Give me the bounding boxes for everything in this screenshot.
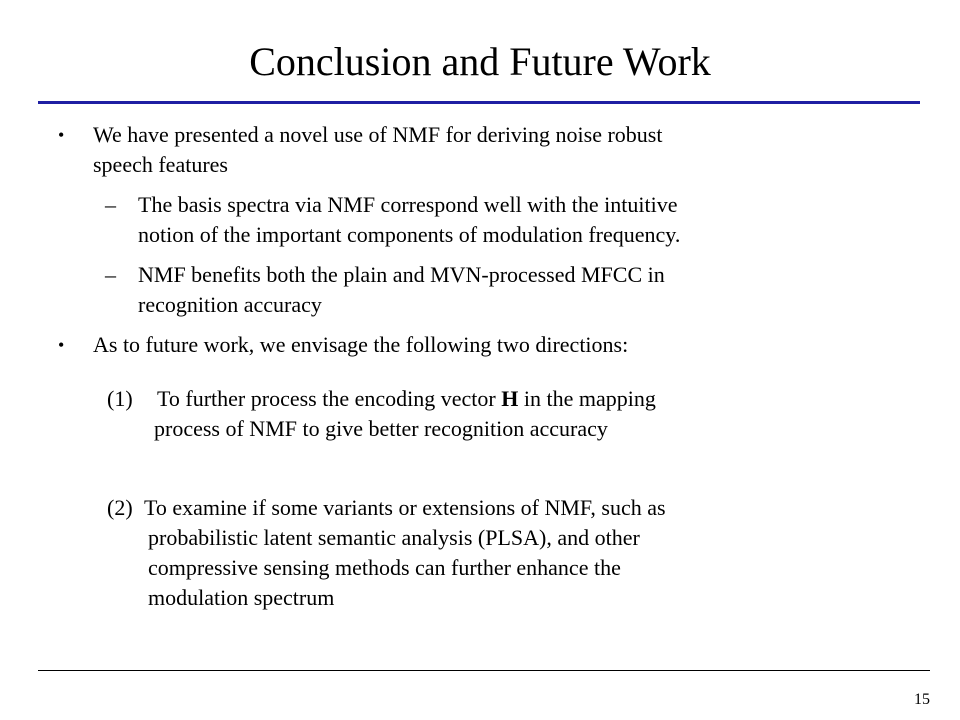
page-number: 15 [914,691,930,708]
direction-1-text-before: To further process the encoding vector [157,386,502,411]
bullet-marker: • [58,125,65,145]
direction-2-line-1: To examine if some variants or extensions of NMF, such as [144,495,666,520]
sub-item-1-line-2: notion of the important components of modulation frequency. [138,222,681,247]
sub-item-2-line-1: NMF benefits both the plain and MVN-processed MFCC in [138,262,665,287]
sub-item-1-line-1: The basis spectra via NMF correspond well with the intuitive [138,192,678,217]
footer-divider [38,670,930,671]
direction-1-line-2: process of NMF to give better recognition accuracy [154,416,608,441]
direction-1-bold-h: H [501,386,519,411]
page-title: Conclusion and Future Work [249,39,711,84]
direction-2-line-3: compressive sensing methods can further enhance the [148,555,621,580]
direction-2-marker: (2) [107,495,133,520]
direction-1-line-1 [157,384,656,414]
direction-2-line-4: modulation spectrum [148,585,335,610]
bullet-1-line-2: speech features [93,152,228,177]
direction-2-line-2: probabilistic latent semantic analysis (PLSA), and other [148,525,640,550]
sub-item-marker: – [105,262,116,287]
bullet-1-line-1: We have presented a novel use of NMF for deriving noise robust [93,122,663,147]
direction-1-text-after: in the mapping [518,386,656,411]
sub-item-2-line-2: recognition accuracy [138,292,322,317]
bullet-2-line-1: As to future work, we envisage the following two directions: [93,332,629,357]
bullet-marker: • [58,335,65,355]
title-divider [38,101,920,104]
direction-1-marker: (1) [107,386,133,411]
sub-item-marker: – [105,192,116,217]
